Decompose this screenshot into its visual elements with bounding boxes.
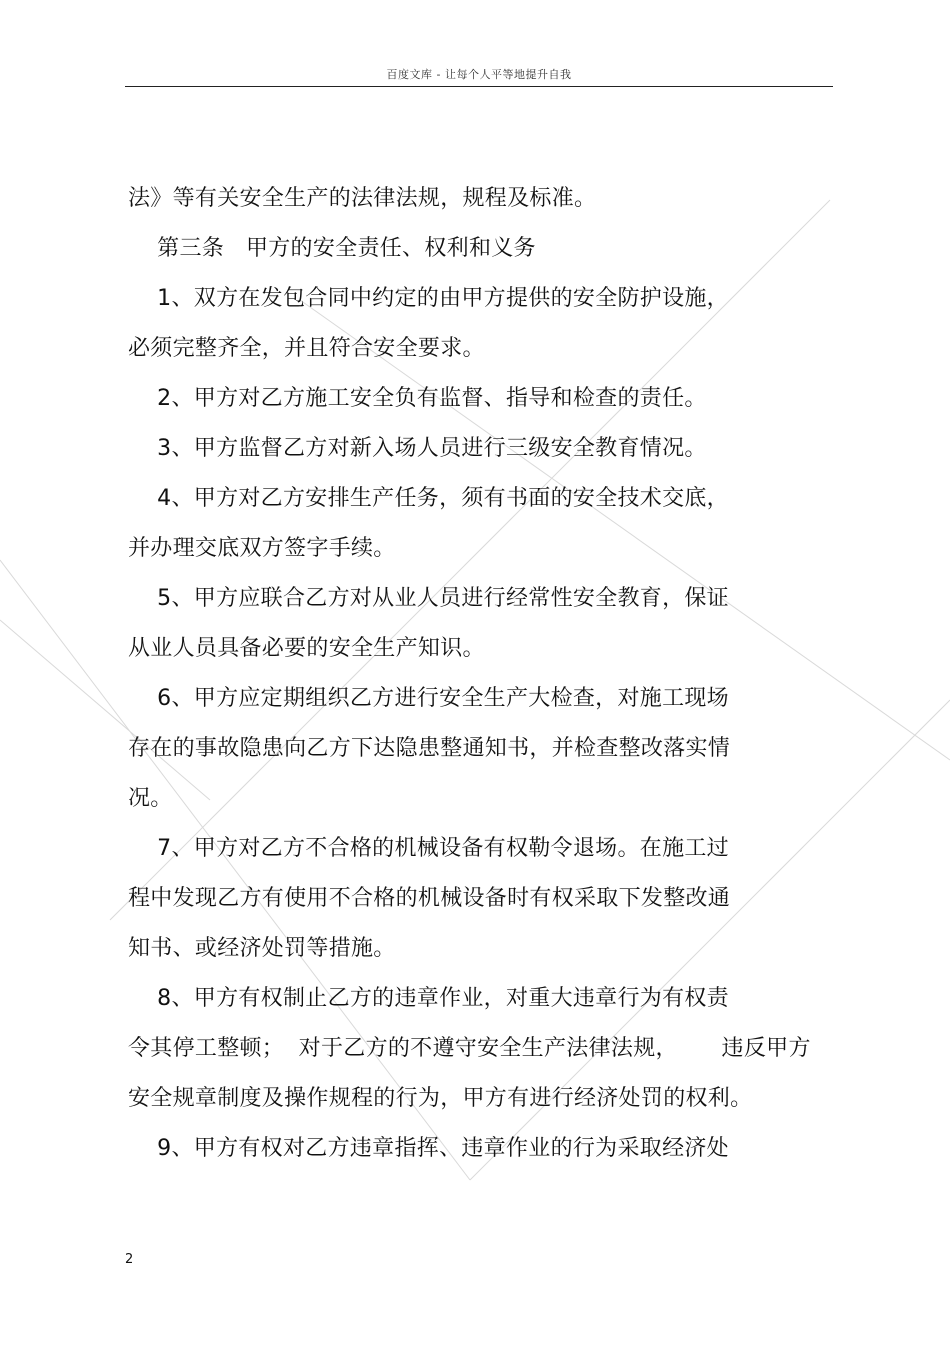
body-line: 8、甲方有权制止乙方的违章作业，对重大违章行为有权责 [128,986,729,1011]
section-heading: 第三条 甲方的安全责任、权利和义务 [128,236,536,261]
body-line: 法》等有关安全生产的法律法规，规程及标准。 [128,186,597,211]
body-line: 3、甲方监督乙方对新入场人员进行三级安全教育情况。 [128,436,707,461]
body-line: 必须完整齐全，并且符合安全要求。 [128,336,485,361]
body-line: 6、甲方应定期组织乙方进行安全生产大检查，对施工现场 [128,686,729,711]
body-line: 并办理交底双方签字手续。 [128,536,396,561]
page-header: 百度文库 - 让每个人平等地提升自我 [386,68,572,81]
body-line: 况。 [128,786,173,811]
body-line: 1、双方在发包合同中约定的由甲方提供的安全防护设施， [128,286,729,311]
body-line: 2、甲方对乙方施工安全负有监督、指导和检查的责任。 [128,386,707,411]
body-line: 4、甲方对乙方安排生产任务，须有书面的安全技术交底， [128,486,729,511]
body-line: 5、甲方应联合乙方对从业人员进行经常性安全教育，保证 [128,586,729,611]
body-line: 令其停工整顿； 对于乙方的不遵守安全生产法律法规， 违反甲方 [128,1036,811,1061]
body-line: 7、甲方对乙方不合格的机械设备有权勒令退场。在施工过 [128,836,729,861]
header-divider [125,86,833,87]
body-line: 程中发现乙方有使用不合格的机械设备时有权采取下发整改通 [128,886,731,911]
body-line: 从业人员具备必要的安全生产知识。 [128,636,485,661]
page-number: 2 [125,1252,134,1267]
body-line: 9、甲方有权对乙方违章指挥、违章作业的行为采取经济处 [128,1136,729,1161]
body-line: 安全规章制度及操作规程的行为，甲方有进行经济处罚的权利。 [128,1086,753,1111]
body-line: 存在的事故隐患向乙方下达隐患整通知书，并检查整改落实情 [128,736,731,761]
body-line: 知书、或经济处罚等措施。 [128,936,396,961]
